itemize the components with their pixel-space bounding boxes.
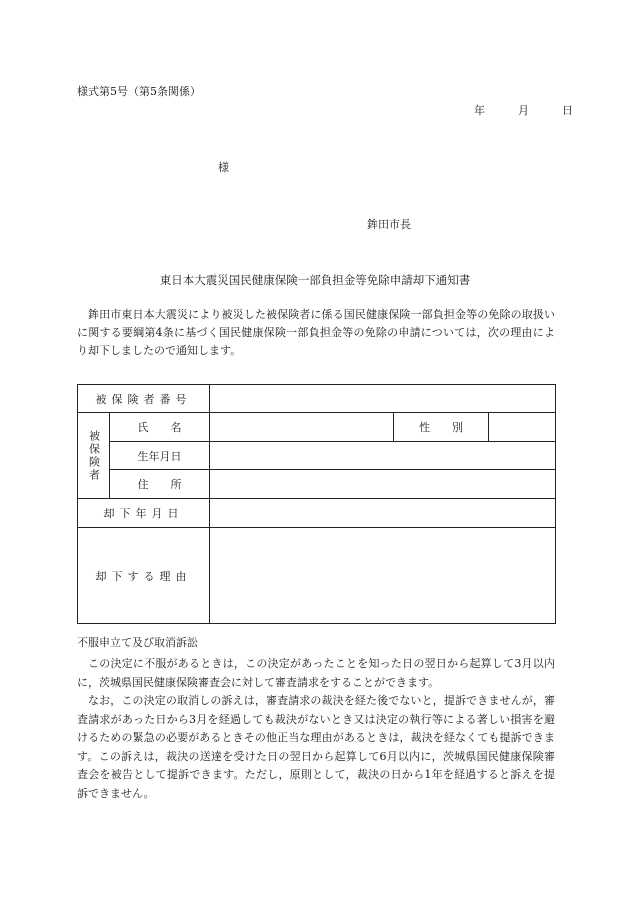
rejection-date-value	[209, 498, 556, 528]
application-table	[77, 384, 556, 624]
insured-person-label: 被保険者	[77, 412, 110, 499]
insured-number-label: 被保険者番号	[77, 384, 210, 413]
gender-label: 性 別	[393, 412, 489, 442]
date-day-label: 日	[562, 104, 573, 117]
birth-date-value	[209, 441, 556, 470]
birth-date-label: 生年月日	[109, 441, 210, 470]
insured-number-value	[209, 384, 556, 413]
rejection-reason-label: 却下する理由	[77, 527, 210, 624]
rejection-reason-value	[209, 527, 556, 624]
addressee-suffix: 様	[218, 161, 229, 174]
address-label: 住 所	[109, 469, 210, 499]
objection-heading: 不服申立て及び取消訴訟	[77, 636, 198, 649]
date-month-label: 月	[518, 104, 529, 117]
address-value	[209, 469, 556, 499]
name-value	[209, 412, 394, 442]
objection-paragraph: この決定に不服があるときは，この決定があったことを知った日の翌日から起算して3月以内に，茨城県国民健康保険審査会に対して審査請求をすることができます。	[77, 657, 555, 689]
gender-value	[488, 412, 556, 442]
objection-paragraph: なお，この決定の取消しの訴えは，審査請求の裁決を経た後でないと，提訴できませんが，審査請求があった日から3月を経過しても裁決がないとき又は決定の執行等による著しい損害を避けるための緊急の必要があるときその他正当な理由があるときは，裁決を経なくても提訴できます。この訴えは，裁決の送達を受けた日の翌日から起算して6月以内に，茨城県国民健康保険審査会を被告として提訴できます。ただし，原則として，裁決の日から1年を経過すると訴えを提訴できません。	[77, 694, 555, 800]
rejection-date-label: 却下年月日	[77, 498, 210, 528]
date-line	[474, 105, 573, 116]
document-title: 東日本大震災国民健康保険一部負担金等免除申請却下通知書	[159, 273, 471, 287]
form-number: 様式第5号（第5条関係）	[77, 85, 201, 98]
issuer: 鉾田市長	[367, 218, 411, 231]
date-year-label: 年	[474, 104, 485, 117]
name-label: 氏 名	[109, 412, 210, 442]
objection-notice	[77, 655, 555, 803]
intro-paragraph: 鉾田市東日本大震災により被災した被保険者に係る国民健康保険一部負担金等の免除の取扱いに関する要綱第4条に基づく国民健康保険一部負担金等の免除の申請については，次の理由により却下しましたので通知します。	[77, 308, 555, 357]
